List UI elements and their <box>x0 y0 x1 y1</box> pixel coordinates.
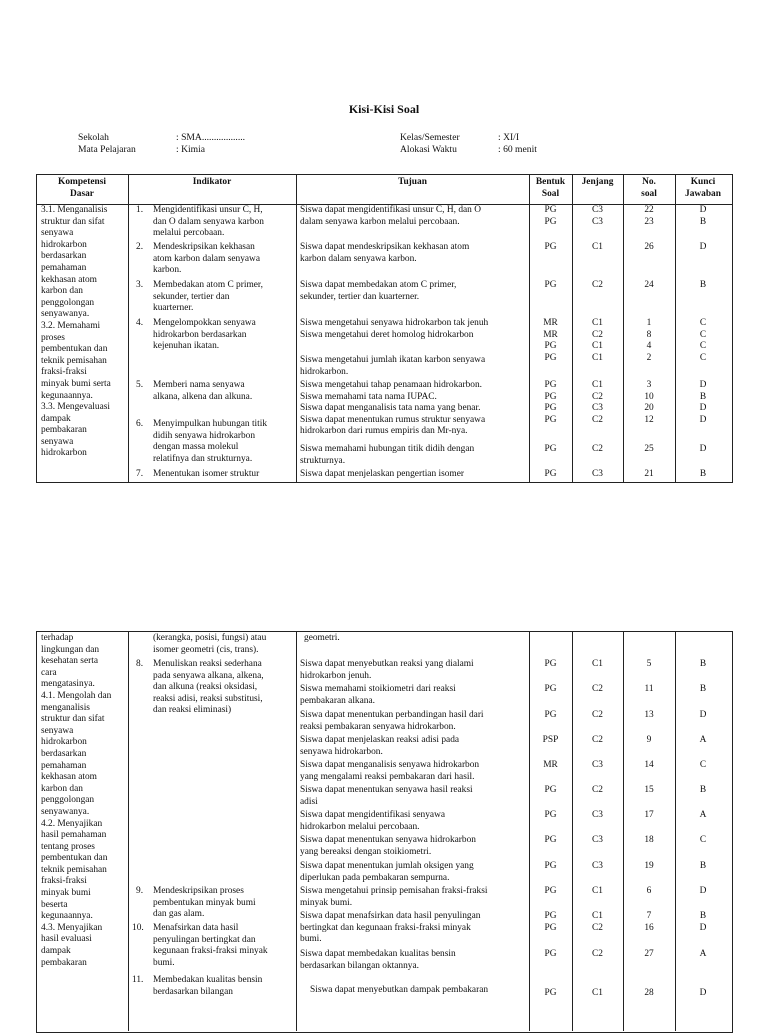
header-indikator: Indikator <box>192 177 232 187</box>
header-tujuan: Tujuan <box>398 177 427 187</box>
kd-cell: 3.1. Menganalisis struktur dan sifat senyawa hidrokarbon berdasarkan pemahaman kekhasan atom karbon dan penggolongan senyawanya. 3.2. Memahami proses pembentukan dan teknik pemisahan fraksi-fraksi minyak bumi serta kegunaannya. 3.3. Mengevaluasi dampak pembakaran senyawa hidrokarbon <box>41 205 111 459</box>
header-jenjang: Jenjang <box>581 177 614 187</box>
alokasi-value: : 60 menit <box>498 144 537 155</box>
kd-cell: terhadap lingkungan dan kesehatan serta cara mengatasinya. 4.1. Mengolah dan menganalisis struktur dan sifat senyawa hidrokarbon berdasarkan pemahaman kekhasan atom karbon dan penggolongan senyawanya. 4.2. Menyajikan hasil pemahaman tentang proses pembentukan dan teknik pemisahan fraksi-fraksi minyak bumi beserta kegunaannya. 4.3. Menyajikan hasil evaluasi dampak pembakaran <box>41 633 112 968</box>
kelas-value: : XI/I <box>498 132 520 143</box>
header-kd: Kompetensi Dasar <box>58 177 106 199</box>
header-kunci: Kunci Jawaban <box>685 177 721 199</box>
alokasi-label: Alokasi Waktu <box>400 144 457 155</box>
document-title: Kisi-Kisi Soal <box>348 102 420 116</box>
sekolah-label: Sekolah <box>78 132 109 143</box>
indikator-continuation: (kerangka, posisi, fungsi) atau isomer geometri (cis, trans). <box>153 633 267 655</box>
header-bentuk: Bentuk Soal <box>535 177 566 199</box>
sekolah-value: : SMA.................. <box>176 132 246 143</box>
mapel-label: Mata Pelajaran <box>78 144 136 155</box>
mapel-value: : Kimia <box>176 144 206 155</box>
header-no: No. soal <box>641 177 657 199</box>
kelas-label: Kelas/Semester <box>400 132 460 143</box>
tujuan-continuation: geometri. <box>304 633 340 643</box>
